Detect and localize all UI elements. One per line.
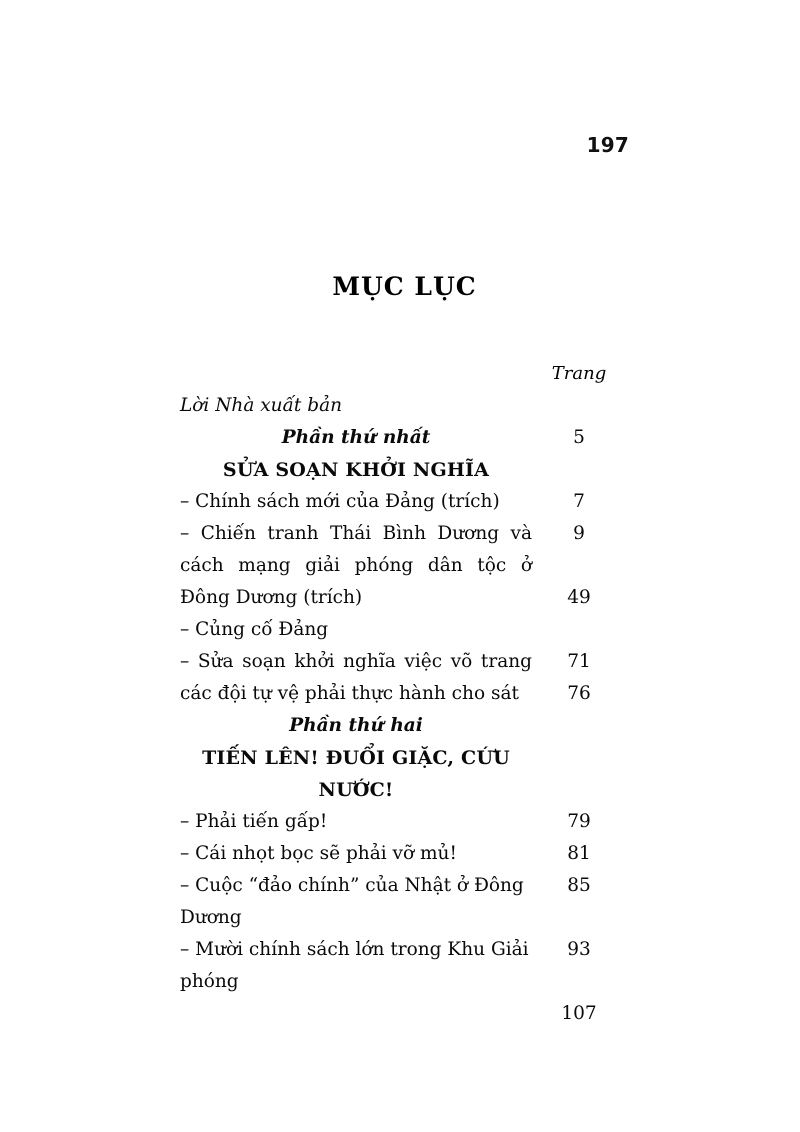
toc-entry[interactable] [180,646,629,710]
toc-entry-page-number: 107 [561,1003,597,1024]
toc-entry[interactable] [180,710,629,742]
toc-entry[interactable] [180,870,629,960]
toc-entry-title: – Chiến tranh Thái Bình Dương và cách mạng giải phóng dân tộc ở Đông Dương (trích) [180,523,532,608]
toc-entry-title: – Chính sách mới của Đảng (trích) [180,491,500,512]
toc-entry-title: Phần thứ hai [289,715,423,736]
toc-entry[interactable] [180,838,629,896]
page-number-folio: 197 [586,133,629,157]
toc-entry-page-number: 5 [573,427,585,448]
toc-entry-title: – Phải tiến gấp! [180,811,328,832]
toc-entry-page-number: 9 [573,523,585,544]
toc-entry-title: – Cái nhọt bọc sẽ phải vỡ mủ! [180,843,457,864]
toc-entry-title: TIẾN LÊN! ĐUỔI GIẶC, CỨU NƯỚC! [202,747,510,801]
toc-entry-title: – Củng cố Đảng [180,619,329,640]
toc-entry[interactable] [180,422,629,454]
page-title: MỤC LỤC [332,272,477,301]
toc-entry-title: – Sửa soạn khởi nghĩa việc võ trang các đội tự vệ phải thực hành cho sát [180,651,532,704]
toc-entry-page-number: 76 [567,683,591,704]
toc-entry-list [180,390,629,1024]
toc-entry-page-number: 7 [573,491,585,512]
toc-entry-page-number: 71 [567,651,591,672]
toc-entry-title: Lời Nhà xuất bản [180,395,343,416]
toc-entry-page-number: 93 [567,939,591,960]
toc-entry-page-number: 81 [567,843,591,864]
toc-entry[interactable] [180,614,629,672]
toc-entry-page-number: 85 [567,875,591,896]
toc-entry-page-number: 79 [567,811,591,832]
toc-entry-title: – Mười chính sách lớn trong Khu Giải phóng [180,939,529,992]
toc-entry[interactable] [180,934,629,1024]
toc-entry-title: – Cuộc “đảo chính” của Nhật ở Đông Dương [180,875,524,928]
table-of-contents [180,358,629,1024]
page-column-header: Trang [551,363,607,384]
toc-entry[interactable] [180,518,629,614]
toc-entry-page-number: 49 [567,587,591,608]
toc-entry-title: SỬA SOẠN KHỞI NGHĨA [222,459,490,481]
toc-entry[interactable] [180,486,629,544]
toc-entry-title: Phần thứ nhất [281,427,431,448]
